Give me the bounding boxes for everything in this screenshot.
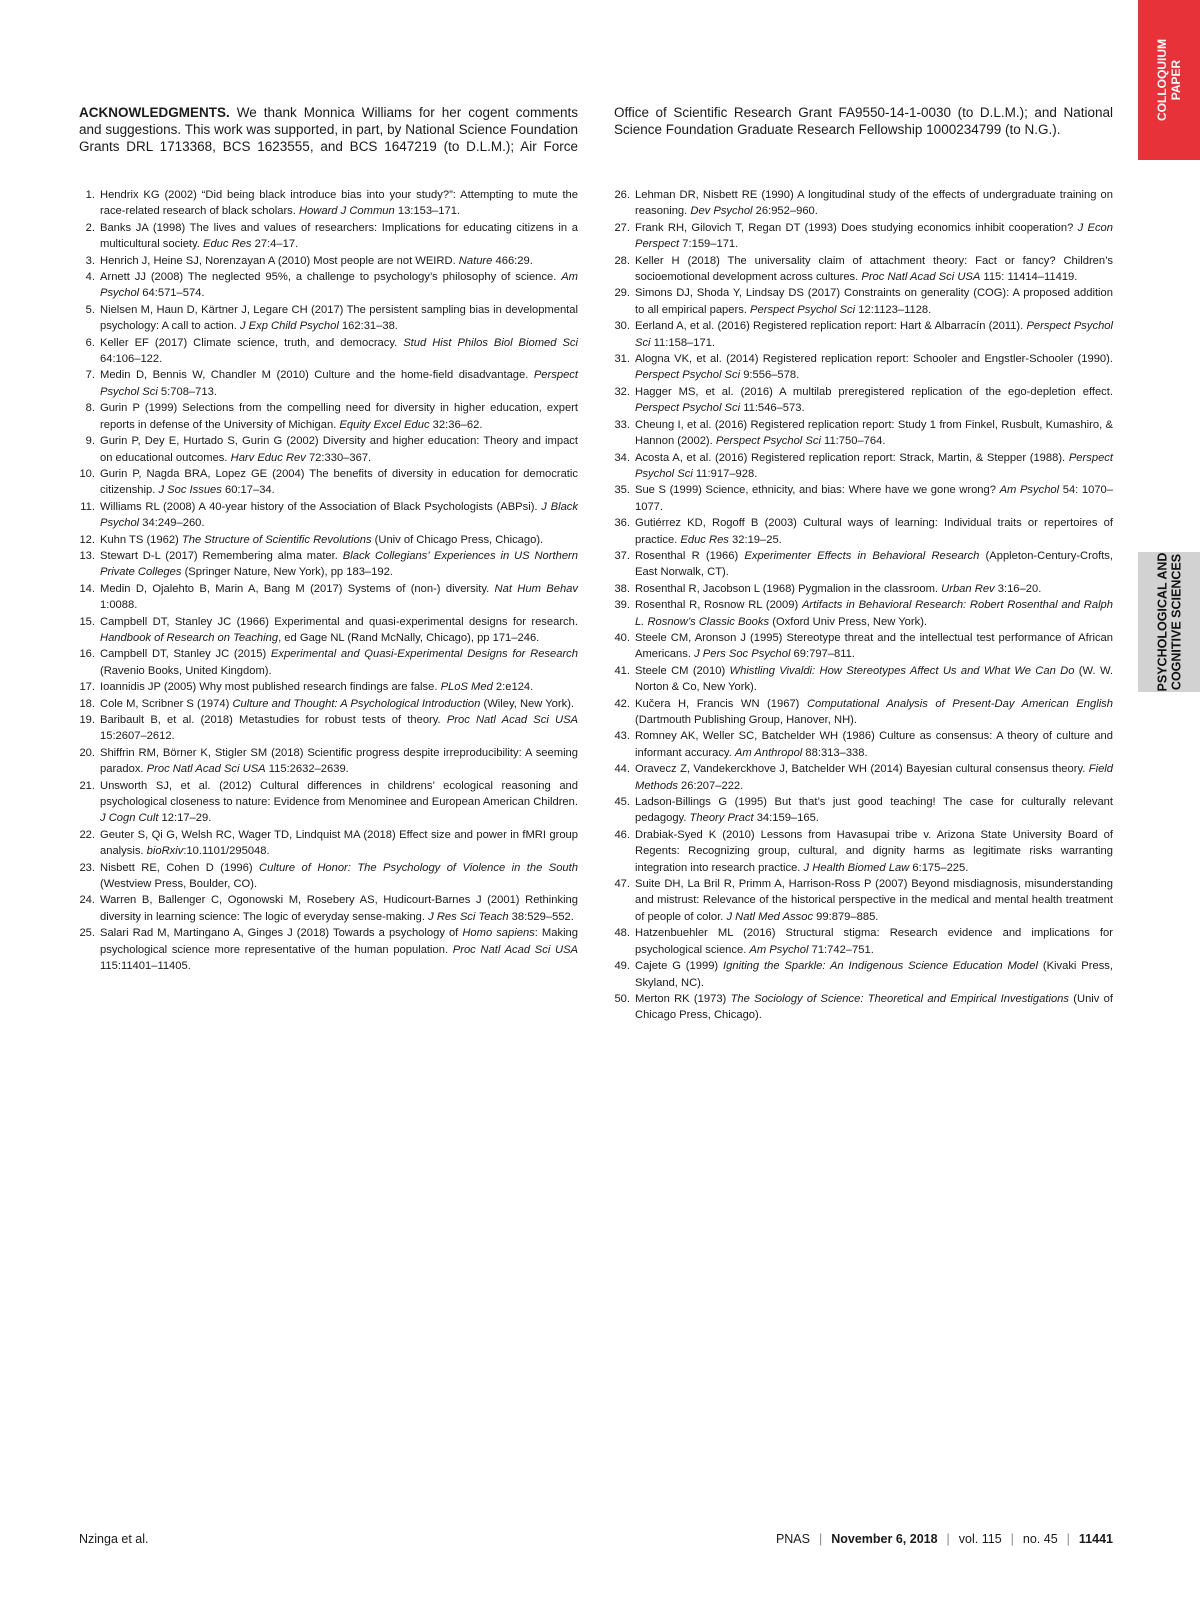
reference-text: 99:879–885. (813, 910, 879, 923)
reference-number: 34. (614, 451, 630, 464)
reference-source: Handbook of Research on Teaching (100, 631, 279, 644)
reference-text: Rosenthal R (1966) (635, 549, 745, 562)
reference-number: 36. (614, 517, 630, 530)
reference-number: 1. (85, 189, 95, 201)
reference-text: Steele CM, Aronson J (1995) Stereotype threat and the intellectual test performance of African Americans. (635, 631, 1113, 661)
reference-number: 9. (85, 435, 95, 448)
reference-number: 43. (614, 730, 630, 743)
reference-number: 10. (79, 467, 95, 480)
reference-text: 60:17–34. (221, 484, 275, 497)
reference-item (79, 860, 578, 893)
reference-item (79, 712, 578, 745)
reference-source: Igniting the Sparkle: An Indigenous Science Education Model (723, 960, 1038, 973)
reference-source: Equity Excel Educ (339, 418, 430, 431)
footer-issue: no. 45 (1022, 1532, 1058, 1546)
reference-number: 42. (614, 697, 630, 710)
reference-text: 466:29. (492, 254, 533, 267)
footer-separator: | (946, 1532, 950, 1546)
footer-separator: | (818, 1532, 823, 1546)
footer-date: November 6, 2018 (831, 1532, 938, 1546)
reference-item (614, 285, 1113, 318)
reference-source: J Soc Issues (158, 484, 222, 497)
reference-text: : Making psychological science more representative of the human population. (100, 927, 578, 956)
reference-text: Rosenthal R, Rosnow RL (2009) (635, 599, 802, 612)
reference-text: (W. W. Norton & Co, New York). (635, 664, 1113, 694)
reference-text: 13:153–171. (394, 205, 461, 218)
reference-text: (Springer Nature, New York), pp 183–192. (181, 566, 393, 579)
reference-text: 32:36–62. (429, 418, 483, 431)
reference-source: Perspect Psychol Sci (635, 402, 741, 415)
reference-number: 6. (85, 336, 95, 349)
reference-text: :10.1101/295048. (183, 845, 270, 858)
reference-item (79, 614, 578, 647)
reference-number: 2. (85, 221, 95, 234)
reference-item (614, 187, 1113, 220)
reference-item (79, 220, 578, 253)
section-label: PSYCHOLOGICAL AND COGNITIVE SCIENCES (1155, 552, 1183, 692)
reference-text: Alogna VK, et al. (2014) Registered replication report: Schooler and Engstler-Schooler (1990). (635, 353, 1113, 366)
reference-item (79, 187, 578, 220)
reference-text: Suite DH, La Bril R, Primm A, Harrison-Ross P (2007) Beyond misdiagnosis, misunderstanding and mistrust: Relevance of the historical perspective in the medical and mental health treatment of people of color. (635, 878, 1113, 923)
reference-text: Hatzenbuehler ML (2016) Structural stigma: Research evidence and implications for psychological science. (635, 927, 1113, 956)
reference-text: Romney AK, Weller SC, Batchelder WH (1986) Culture as consensus: A theory of culture and informant accuracy. (635, 730, 1113, 759)
reference-text: 1:0088. (100, 599, 138, 612)
reference-source: J Res Sci Teach (428, 910, 509, 923)
reference-text: Arnett JJ (2008) The neglected 95%, a challenge to psychology’s philosophy of science. (100, 271, 562, 284)
reference-text: (Kivaki Press, Skyland, NC). (635, 960, 1113, 989)
reference-source: Am Psychol (749, 943, 809, 956)
reference-item (614, 827, 1113, 876)
reference-text: (Appleton-Century-Crofts, East Norwalk, CT). (635, 549, 1113, 579)
reference-number: 41. (614, 664, 630, 677)
reference-item (79, 827, 578, 860)
reference-item (79, 679, 578, 695)
reference-source: Am Psychol (999, 484, 1060, 497)
reference-text: Lehman DR, Nisbett RE (1990) A longitudinal study of the effects of undergraduate training on reasoning. (635, 189, 1113, 218)
reference-text: Merton RK (1973) (635, 992, 731, 1005)
reference-text: Nisbett RE, Cohen D (1996) (100, 861, 260, 874)
reference-text: Nielsen M, Haun D, Kärtner J, Legare CH (2017) The persistent sampling bias in developmental psychology: A call to action. (100, 303, 578, 333)
reference-number: 21. (79, 779, 95, 792)
reference-item (614, 728, 1113, 761)
reference-text: Steele CM (2010) (635, 664, 730, 677)
reference-number: 33. (614, 418, 630, 431)
reference-item (79, 400, 578, 433)
reference-item (79, 548, 578, 581)
reference-item (79, 253, 578, 269)
reference-text: (Univ of Chicago Press, Chicago). (635, 992, 1114, 1022)
reference-number: 4. (85, 271, 95, 284)
reference-number: 24. (79, 894, 95, 907)
reference-text: Cajete G (1999) (635, 960, 724, 973)
acknowledgments-text: We thank Monnica Williams for her cogent comments and suggestions. This work was supported, in part, by National Science Foundation Grants DRL 1713368, BCS 1623555, and BCS 1647219 (to D.L.M.); Air Force Office of Scientific Research Grant FA9550-14-1-0030 (to D.L.M.); and National Science Foundation Graduate Research Fellowship 1000234799 (to N.G.). (79, 105, 1113, 154)
reference-text: Keller H (2018) The universality claim of attachment theory: Fact or fancy? Children’s socioemotional development across cultures. (635, 254, 1113, 284)
colloquium-paper-label: COLLOQUIUM PAPER (1155, 39, 1183, 121)
reference-text: 15:2607–2612. (100, 730, 175, 743)
reference-source: Perspect Psychol Sci (100, 369, 578, 398)
reference-source: Culture and Thought: A Psychological Introduction (232, 697, 481, 710)
reference-text: Unsworth SJ, et al. (2012) Cultural differences in childrens’ ecological reasoning and psychological closeness to nature: Evidence from Menominee and European American Children. (100, 779, 578, 809)
reference-item (614, 991, 1113, 1024)
reference-item (614, 351, 1113, 384)
reference-text: 12:1123–1128. (855, 303, 932, 316)
reference-item (614, 876, 1113, 925)
reference-item (79, 499, 578, 532)
reference-text: Hagger MS, et al. (2016) A multilab preregistered replication of the ego-depletion effect. (635, 385, 1113, 398)
reference-source: Proc Natl Acad Sci USA (452, 943, 578, 956)
reference-number: 45. (614, 796, 630, 809)
reference-text: Frank RH, Gilovich T, Regan DT (1993) Does studying economics inhibit cooperation? (635, 221, 1078, 234)
reference-number: 18. (79, 697, 95, 710)
reference-text: 6:175–225. (909, 861, 969, 874)
reference-number: 20. (79, 746, 95, 759)
reference-source: Am Psychol (100, 271, 578, 300)
reference-item (79, 745, 578, 778)
reference-number: 16. (79, 648, 95, 661)
reference-text: Simons DJ, Shoda Y, Lindsay DS (2017) Constraints on generality (COG): A proposed addition to all empirical papers. (635, 287, 1113, 316)
reference-number: 12. (79, 533, 95, 546)
reference-text: 3:16–20. (994, 582, 1042, 595)
reference-source: Whistling Vivaldi: How Stereotypes Affect Us and What We Can Do (729, 664, 1075, 677)
reference-item (79, 778, 578, 827)
reference-text: , ed Gage NL (Rand McNally, Chicago), pp 171–246. (278, 631, 540, 644)
reference-number: 50. (614, 992, 630, 1005)
reference-text: 26:207–222. (677, 779, 744, 792)
reference-source: J Exp Child Psychol (239, 320, 339, 333)
reference-text: 115:11401–11405. (100, 960, 191, 973)
reference-text: 69:797–811. (790, 648, 855, 661)
reference-number: 23. (79, 861, 95, 874)
reference-source: Dev Psychol (690, 205, 753, 218)
footer-volume: vol. 115 (958, 1532, 1002, 1546)
footer-page-number: 11441 (1078, 1532, 1113, 1546)
reference-source: Perspect Psychol Sci (635, 369, 741, 382)
reference-source: Howard J Commun (298, 205, 395, 218)
reference-list (79, 187, 1113, 1024)
reference-item (79, 367, 578, 400)
reference-source: Nature (458, 254, 493, 267)
reference-item (79, 269, 578, 302)
reference-item (79, 581, 578, 614)
reference-number: 19. (79, 714, 95, 726)
reference-text: Rosenthal R, Jacobson L (1968) Pygmalion in the classroom. (635, 582, 942, 595)
reference-text: 88:313–338. (802, 746, 868, 759)
reference-text: 9:556–578. (740, 369, 800, 382)
reference-column-left (79, 187, 578, 1024)
reference-text: Medin D, Bennis W, Chandler M (2010) Culture and the home-field disadvantage. (100, 369, 534, 382)
reference-source: Proc Natl Acad Sci USA (861, 271, 981, 284)
reference-text: Banks JA (1998) The lives and values of researchers: Implications for educating citizens in a multicultural society. (100, 221, 578, 251)
reference-number: 35. (614, 484, 630, 497)
reference-source: Perspect Psychol Sci (635, 320, 1113, 349)
reference-text: 2:e124. (492, 681, 534, 694)
reference-source: J Natl Med Assoc (726, 910, 814, 923)
reference-item (614, 630, 1113, 663)
reference-text: 26:952–960. (752, 205, 818, 218)
reference-source: J Health Biomed Law (803, 861, 910, 874)
page-footer (79, 1532, 1113, 1546)
reference-item (79, 892, 578, 925)
reference-item (79, 335, 578, 368)
reference-number: 27. (614, 221, 630, 234)
reference-number: 7. (85, 369, 95, 382)
reference-source: Perspect Psychol Sci (635, 451, 1113, 480)
reference-item (79, 696, 578, 712)
reference-source: J Pers Soc Psychol (694, 648, 791, 661)
reference-text: Gutiérrez KD, Rogoff B (2003) Cultural ways of learning: Individual traits or repertoires of practice. (635, 517, 1113, 546)
reference-source: Proc Natl Acad Sci USA (146, 763, 266, 776)
reference-source: Artifacts in Behavioral Research: Robert Rosenthal and Ralph L. Rosnow’s Classic Books (635, 599, 1114, 628)
reference-text: Sue S (1999) Science, ethnicity, and bias: Where have we gone wrong? (635, 484, 1000, 497)
reference-text: (Westview Press, Boulder, CO). (100, 878, 258, 891)
reference-text: Henrich J, Heine SJ, Norenzayan A (2010) Most people are not WEIRD. (100, 254, 459, 267)
reference-column-right (614, 187, 1113, 1024)
reference-number: 29. (614, 287, 630, 300)
reference-source: Nat Hum Behav (494, 582, 579, 595)
footer-separator: | (1010, 1532, 1014, 1546)
reference-item (614, 794, 1113, 827)
reference-source: Am Anthropol (734, 746, 803, 759)
reference-text: 11:546–573. (740, 402, 805, 415)
reference-text: Warren B, Ballenger C, Ogonowski M, Rosebery AS, Hudicourt-Barnes J (2001) Rethinking diversity in learning science: The logic of everyday sense-making. (100, 894, 578, 923)
reference-source: The Structure of Scientific Revolutions (181, 533, 372, 546)
reference-text: 115:2632–2639. (265, 763, 349, 776)
reference-text: Shiffrin RM, Börner K, Stigler SM (2018) Scientific progress despite irreproducibility: A seeming paradox. (100, 746, 578, 776)
reference-text: 71:742–751. (808, 943, 874, 956)
reference-item (79, 433, 578, 466)
reference-source: Proc Natl Acad Sci USA (446, 714, 578, 726)
reference-number: 48. (614, 927, 630, 940)
reference-source: Field Methods (635, 763, 1113, 792)
reference-item (614, 761, 1113, 794)
reference-source: J Econ Perspect (635, 221, 1113, 251)
reference-number: 8. (85, 402, 95, 415)
reference-number: 44. (614, 763, 630, 776)
reference-number: 32. (614, 385, 630, 398)
reference-source: bioRxiv (146, 845, 184, 858)
colloquium-paper-tab (1138, 0, 1200, 160)
reference-source: Harv Educ Rev (230, 451, 306, 464)
reference-number: 30. (614, 320, 630, 333)
reference-number: 47. (614, 878, 630, 891)
reference-text: Stewart D-L (2017) Remembering alma mater. (100, 549, 343, 562)
reference-text: Ioannidis JP (2005) Why most published research findings are false. (100, 681, 441, 694)
reference-number: 22. (79, 828, 95, 841)
reference-number: 17. (79, 681, 95, 694)
reference-item (614, 482, 1113, 515)
reference-source: Urban Rev (941, 582, 995, 595)
reference-source: Computational Analysis of Present-Day American English (806, 697, 1113, 710)
reference-source: Stud Hist Philos Biol Biomed Sci (403, 336, 579, 349)
reference-item (614, 597, 1113, 630)
reference-item (614, 318, 1113, 351)
reference-source: Experimental and Quasi-Experimental Designs for Research (270, 648, 578, 661)
reference-text: Campbell DT, Stanley JC (1966) Experimental and quasi-experimental designs for research. (100, 615, 578, 628)
reference-text: Keller EF (2017) Climate science, truth, and democracy. (100, 336, 404, 349)
reference-text: 12:17–29. (158, 812, 212, 825)
reference-item (614, 958, 1113, 991)
reference-text: 11:917–928. (692, 467, 758, 480)
reference-text: Drabiak-Syed K (2010) Lessons from Havasupai tribe v. Arizona State University Board of Regents: Recognizing group, cultural, and dignity harms as legitimate risks warranting integration into research practice. (635, 828, 1113, 874)
reference-item (614, 663, 1113, 696)
reference-item (614, 696, 1113, 729)
reference-text: Gurin P, Dey E, Hurtado S, Gurin G (2002) Diversity and higher education: Theory and impact on educational outcomes. (100, 435, 578, 464)
reference-item (614, 450, 1113, 483)
reference-text: 11:158–171. (650, 336, 716, 349)
reference-text: 54: 1070–1077. (635, 484, 1113, 513)
reference-text: Williams RL (2008) A 40-year history of the Association of Black Psychologists (ABPsi). (100, 500, 542, 513)
section-tab (1138, 552, 1200, 692)
reference-number: 31. (614, 353, 630, 366)
reference-source: PLoS Med (440, 681, 493, 694)
reference-text: 32:19–25. (728, 533, 782, 546)
reference-text: 162:31–38. (338, 320, 398, 333)
acknowledgments-heading: ACKNOWLEDGMENTS. (79, 105, 230, 120)
footer-journal: PNAS (775, 1532, 810, 1546)
reference-text: 38:529–552. (508, 910, 574, 923)
reference-source: J Cogn Cult (100, 812, 159, 825)
reference-item (614, 548, 1113, 581)
reference-text: 72:330–367. (305, 451, 372, 464)
reference-item (79, 646, 578, 679)
reference-text: 64:106–122. (100, 353, 163, 366)
reference-text: Gurin P, Nagda BRA, Lopez GE (2004) The benefits of diversity in education for democratic citizenship. (100, 467, 578, 497)
reference-text: Acosta A, et al. (2016) Registered replication report: Strack, Martin, & Stepper (1988). (635, 451, 1069, 464)
reference-text: Medin D, Ojalehto B, Marin A, Bang M (2017) Systems of (non-) diversity. (100, 582, 495, 595)
reference-text: 34:159–165. (753, 812, 819, 825)
reference-item (79, 532, 578, 548)
reference-text: (Dartmouth Publishing Group, Hanover, NH). (635, 714, 857, 726)
reference-number: 15. (79, 615, 95, 628)
reference-source: The Sociology of Science: Theoretical and Empirical Investigations (730, 992, 1069, 1005)
reference-number: 28. (614, 254, 630, 267)
reference-source: Theory Pract (689, 812, 754, 825)
reference-source: Experimenter Effects in Behavioral Research (744, 549, 980, 562)
reference-text: Eerland A, et al. (2016) Registered replication report: Hart & Albarracín (2011). (635, 320, 1027, 333)
reference-number: 3. (85, 254, 95, 267)
reference-text: Cole M, Scribner S (1974) (100, 697, 233, 710)
reference-source: Perspect Psychol Sci (750, 303, 856, 316)
reference-text: Kučera H, Francis WN (1967) (635, 697, 807, 710)
reference-source: Educ Res (203, 238, 252, 251)
reference-item (614, 925, 1113, 958)
reference-text: Kuhn TS (1962) (100, 533, 182, 546)
reference-number: 38. (614, 582, 630, 595)
reference-text: Geuter S, Qi G, Welsh RC, Wager TD, Lindquist MA (2018) Effect size and power in fMRI group analysis. (100, 828, 578, 858)
reference-text: (Oxford Univ Press, New York). (769, 615, 928, 628)
reference-source: Educ Res (680, 533, 729, 546)
reference-number: 13. (79, 549, 95, 562)
reference-item (614, 417, 1113, 450)
reference-number: 26. (614, 189, 630, 201)
reference-text: 5:708–713. (157, 385, 217, 398)
reference-number: 11. (80, 500, 95, 513)
reference-text: 7:159–171. (679, 238, 739, 251)
reference-item (614, 581, 1113, 597)
reference-text: Oravecz Z, Vandekerckhove J, Batchelder WH (2014) Bayesian cultural consensus theory. (635, 763, 1089, 776)
reference-item (614, 253, 1113, 286)
footer-citation (776, 1532, 1113, 1546)
reference-text: Hendrix KG (2002) “Did being black introduce bias into your study?”: Attempting to mute the race-related research of black scholars. (100, 189, 578, 218)
reference-number: 14. (79, 582, 95, 595)
reference-item (79, 925, 578, 974)
reference-number: 49. (614, 960, 630, 973)
reference-source: J Black Psychol (100, 500, 578, 530)
reference-item (79, 302, 578, 335)
reference-text: Ladson-Billings G (1995) But that’s just good teaching! The case for culturally relevant pedagogy. (635, 796, 1113, 825)
reference-item (614, 220, 1113, 253)
reference-item (614, 384, 1113, 417)
footer-separator: | (1066, 1532, 1070, 1546)
reference-text: Cheung I, et al. (2016) Registered replication report: Study 1 from Finkel, Rusbult, Kumashiro, & Hannon (2002). (635, 418, 1113, 448)
reference-text: 115: 11414–11419. (980, 271, 1078, 284)
reference-number: 39. (614, 599, 630, 612)
reference-number: 25. (79, 927, 95, 940)
reference-number: 37. (614, 549, 630, 562)
reference-source: Homo sapiens (462, 927, 535, 940)
reference-text: (Wiley, New York). (480, 697, 575, 710)
reference-text: 11:750–764. (820, 435, 886, 448)
reference-item (614, 515, 1113, 548)
reference-text: 64:571–574. (139, 287, 205, 300)
reference-text: Gurin P (1999) Selections from the compelling need for diversity in higher education, expert reports in defense of the University of Michigan. (100, 402, 578, 431)
reference-number: 46. (614, 828, 630, 841)
reference-number: 40. (614, 631, 630, 644)
acknowledgments (79, 104, 1113, 155)
reference-source: Perspect Psychol Sci (715, 435, 821, 448)
reference-text: Campbell DT, Stanley JC (2015) (100, 648, 271, 661)
reference-source: Black Collegians’ Experiences in US Northern Private Colleges (100, 549, 578, 579)
reference-text: Baribault B, et al. (2018) Metastudies for robust tests of theory. (100, 714, 447, 726)
reference-number: 5. (85, 303, 95, 316)
reference-text: (Ravenio Books, United Kingdom). (100, 664, 272, 677)
reference-text: Salari Rad M, Martingano A, Ginges J (2018) Towards a psychology of (100, 927, 463, 940)
reference-item (79, 466, 578, 499)
reference-text: 27:4–17. (251, 238, 299, 251)
footer-authors: Nzinga et al. (79, 1532, 149, 1546)
reference-text: (Univ of Chicago Press, Chicago). (371, 533, 544, 546)
reference-source: Culture of Honor: The Psychology of Violence in the South (259, 861, 578, 874)
reference-text: 34:249–260. (139, 517, 205, 530)
